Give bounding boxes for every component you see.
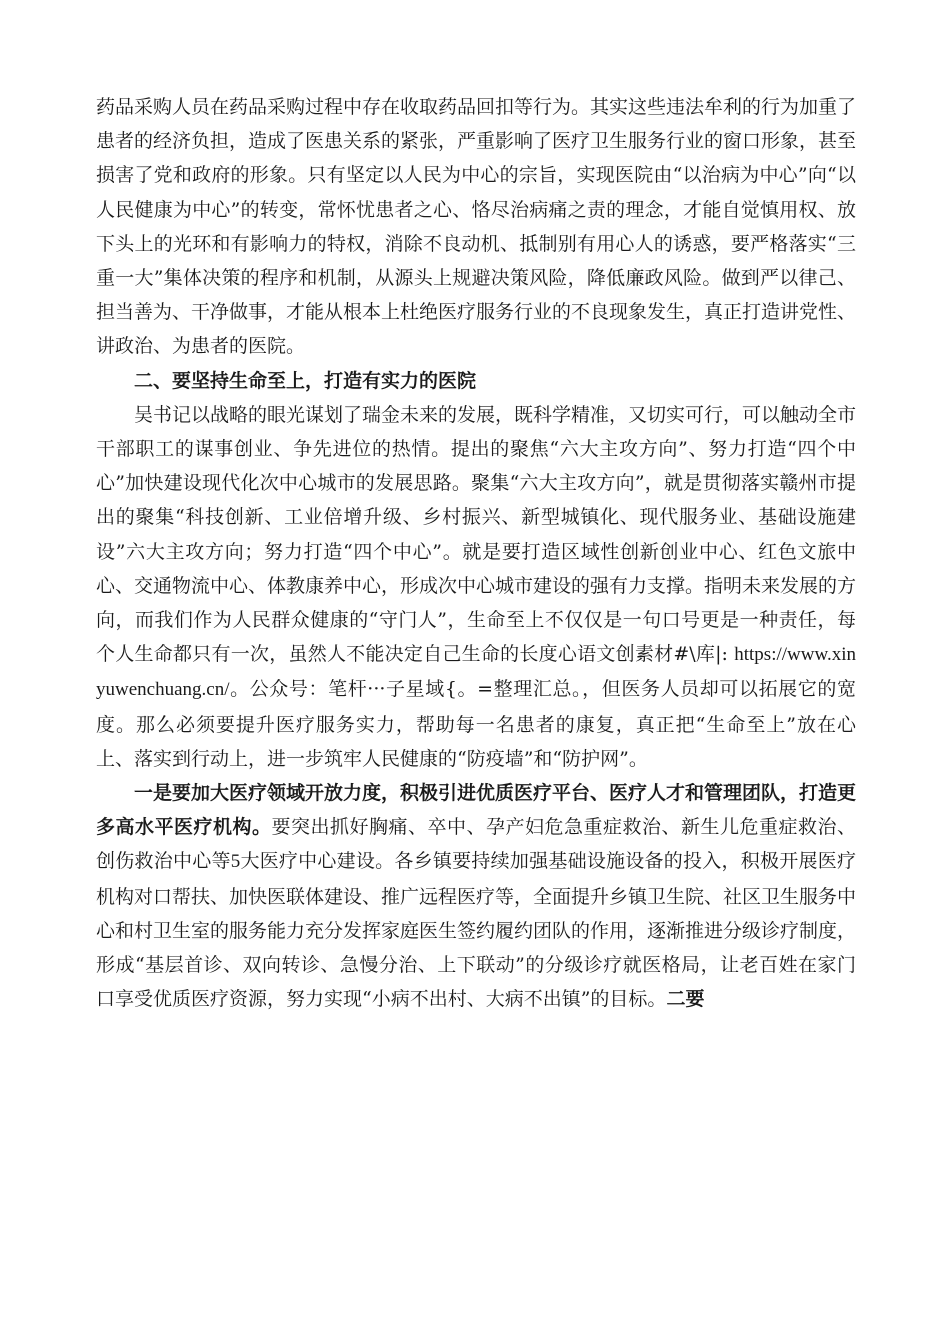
paragraph-3-body: 要突出抓好胸痛、卒中、孕产妇危急重症救治、新生儿危重症救治、创伤救治中心等	[96, 816, 856, 873]
paragraph-3-number: 5	[230, 851, 241, 873]
paragraph-3-body-2: 大医疗中心建设。各乡镇要持续加强基础设施设备的投入，积极开展医疗机构对口帮扶、加快医联体建设、推广远程医疗等，全面提升乡镇卫生院、社区卫生服务中心和村卫生室的服务能力充分发挥家庭医生签约履约团队的作用，逐渐推进分级诊疗制度，形成“基层首诊、双向转诊、急慢分治、上下联动”的分级诊疗就医格局，让老百姓在家门口享受优质医疗资源，努力实现“小病不出村、大病不出镇”的目标。	[96, 850, 857, 1011]
paragraph-2	[96, 398, 856, 776]
paragraph-3-bold-lead: 一是要加大医疗领域开放力度，积极引进优质医疗平台、医疗人才和管理团队，打造更多高水平医疗机构。	[96, 782, 857, 839]
paragraph-1: 药品采购人员在药品采购过程中存在收取药品回扣等行为。其实这些违法牟利的行为加重了患者的经济负担，造成了医患关系的紧张，严重影响了医疗卫生服务行业的窗口形象，甚至损害了党和政府的形象。只有坚定以人民为中心的宗旨，实现医院由“以治病为中心”向“以人民健康为中心”的转变，常怀忧患者之心、恪尽治病痛之责的理念，才能自觉慎用权、放下头上的光环和有影响力的特权，消除不良动机、抵制别有用心人的诱惑，要严格落实“三重一大”集体决策的程序和机制，从源头上规避决策风险，降低廉政风险。做到严以律己、担当善为、干净做事，才能从根本上杜绝医疗服务行业的不良现象发生，真正打造讲党性、讲政治、为患者的医院。	[96, 96, 857, 358]
paragraph-2-text-b: 。公众号：笔杆···子星域{。=整理汇总。，但医务人员却可以拓展它的宽度。那么必须要提升医疗服务实力，帮助每一名患者的康复，真正把“生命至上”放在心上、落实到行动上，进一步筑牢人民健康的“防疫墙”和“防护网”。	[96, 678, 856, 770]
website-url: https://www.xinyuwenchuang.cn/	[96, 644, 856, 701]
document-body	[96, 90, 856, 1016]
paragraph-3	[96, 776, 856, 1016]
paragraph-2-text-a: 吴书记以战略的眼光谋划了瑞金未来的发展，既科学精准，又切实可行，可以触动全市干部职工的谋事创业、争先进位的热情。提出的聚焦“六大主攻方向”、努力打造“四个中心”加快建设现代化次中心城市的发展思路。聚集“六大主攻方向”，就是贯彻落实赣州市提出的聚集“科技创新、工业倍增升级、乡村振兴、新型城镇化、现代服务业、基础设施建设”六大主攻方向；努力打造“四个中心”。就是要打造区域性创新创业中心、红色文旅中心、交通物流中心、体教康养中心，形成次中心城市建设的强有力支撑。指明未来发展的方向，而我们作为人民群众健康的“守门人”，生命至上不仅仅是一句口号更是一种责任，每个人生命都只有一次，虽然人不能决定自己生命的长度心语文创素材#\库|:	[96, 403, 857, 666]
section-heading-2: 二、要坚持生命至上，打造有实力的医院	[134, 369, 477, 392]
paragraph-3-bold-tail: 二要	[666, 988, 705, 1011]
